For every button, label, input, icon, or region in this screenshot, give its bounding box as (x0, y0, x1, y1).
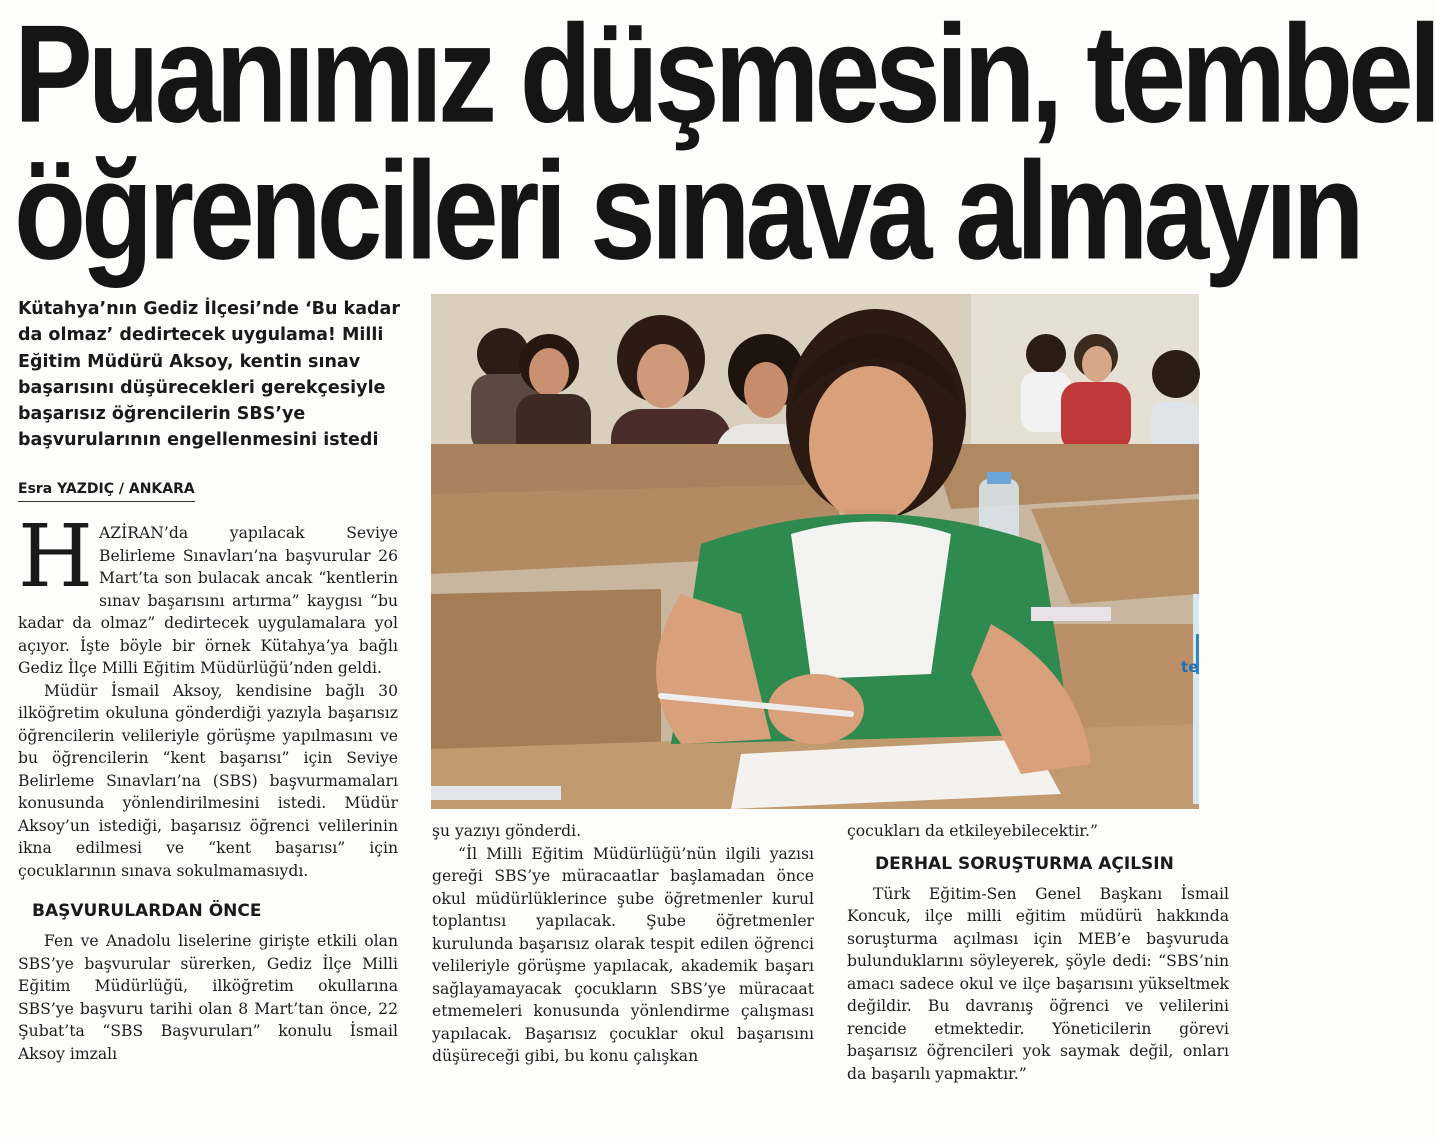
paragraph-3: Fen ve Anadolu liselerine girişte etkili olan SBS’ye başvurular sürerken, Gediz İlçe Milli Eğitim Müdürlüğü, ilköğretim okullarına SBS’ye başvuru tarihi olan 8 Mart’tan önce, 22 Şubat’ta “SBS Başvuruları” konulu İsmail Aksoy imzalı (18, 932, 398, 1063)
headline-line-2: öğrencileri sınava almayın (14, 133, 1360, 290)
paragraph-1: AZİRAN’da yapılacak Seviye Belirleme Sınavları’na başvurular 26 Mart’ta son bulacak ancak “kentlerin sınav başarısını artırma” kaygısı “bu kadar da olmaz” dedirtecek uygulamalara yol açıyor. İşte böyle bir örnek Kütahya’ya bağlı Gediz İlçe Milli Eğitim Müdürlüğü’nden geldi. (18, 524, 398, 677)
headline (14, 0, 1436, 290)
subhead-basvurulardan-once: BAŞVURULARDAN ÖNCE (32, 901, 262, 921)
headline-line-1: Puanımız düşmesin, tembel (14, 0, 1436, 153)
paragraph-2: Müdür İsmail Aksoy, kendisine bağlı 30 ilköğretim okuluna gönderdiği yazıyla başarısız öğrencilerin velileriyle görüşme yapılmasını ve bu öğrencilerin “kent başarısı” için Seviye Belirleme Sınavları’na (SBS) başvurmamaları konusunda yönlendirilmesini istedi. Müdür Aksoy’un istediği, başarısız öğrenci velilerinin ikna edilmesi ve “kent başarısı” için çocuklarının sınava sokulmamasıydı. (18, 681, 398, 880)
paragraph-6: çocukları da etkileyebilecektir.” (847, 822, 1098, 840)
paragraph-4: şu yazıyı gönderdi. (432, 822, 582, 840)
news-photo (431, 294, 1199, 809)
column-2 (432, 820, 814, 1068)
deck: Kütahya’nın Gediz İlçesi’nde ‘Bu kadar da olmaz’ dedirtecek uygulama! Milli Eğitim Müdürü Aksoy, kentin sınav başarısını düşürecekleri gerekçesiyle başarısız öğrencilerin SBS’ye başvurularının engellenmesini istedi (18, 299, 400, 451)
byline: Esra YAZDIÇ / ANKARA (18, 478, 195, 502)
drop-cap: H (18, 507, 93, 607)
bottle-label: te (1181, 658, 1199, 676)
column-3 (847, 820, 1229, 1085)
paragraph-7: Türk Eğitim-Sen Genel Başkanı İsmail Koncuk, ilçe milli eğitim müdürü hakkında soruşturma açılması için MEB’e başvuruda bulunduklarını söyleyerek, şöyle dedi: “SBS’nin amacı sadece okul ve ilçe başarısını yükseltmek değildir. Bu davranış öğrenci ve velilerini rencide etmektedir. Yöneticilerin görevi başarısız öğrencileri yok saymak değil, onları da başarılı yapmaktır.” (847, 884, 1229, 1083)
subhead-derhal-sorusturma: DERHAL SORUŞTURMA AÇILSIN (875, 853, 1174, 874)
paragraph-5: “İl Milli Eğitim Müdürlüğü’nün ilgili yazısı gereği SBS’ye müracaatlar başlamadan önce okul müdürlüklerince şube öğretmenler kurul toplantısı yapılacak. Şube öğretmenler kurulunda başarısız olarak tespit edilen öğrenci velileriyle görüşme yapılacak, akademik başarı sağlayamayacak çocukların SBS’ye müracaat etmemeleri konusunda yönlendirme çalışması yapılacak. Başarısız çocuklar okul başarısını düşüreceği gibi, bu konu çalışkan (432, 844, 814, 1065)
column-1 (18, 507, 398, 1065)
